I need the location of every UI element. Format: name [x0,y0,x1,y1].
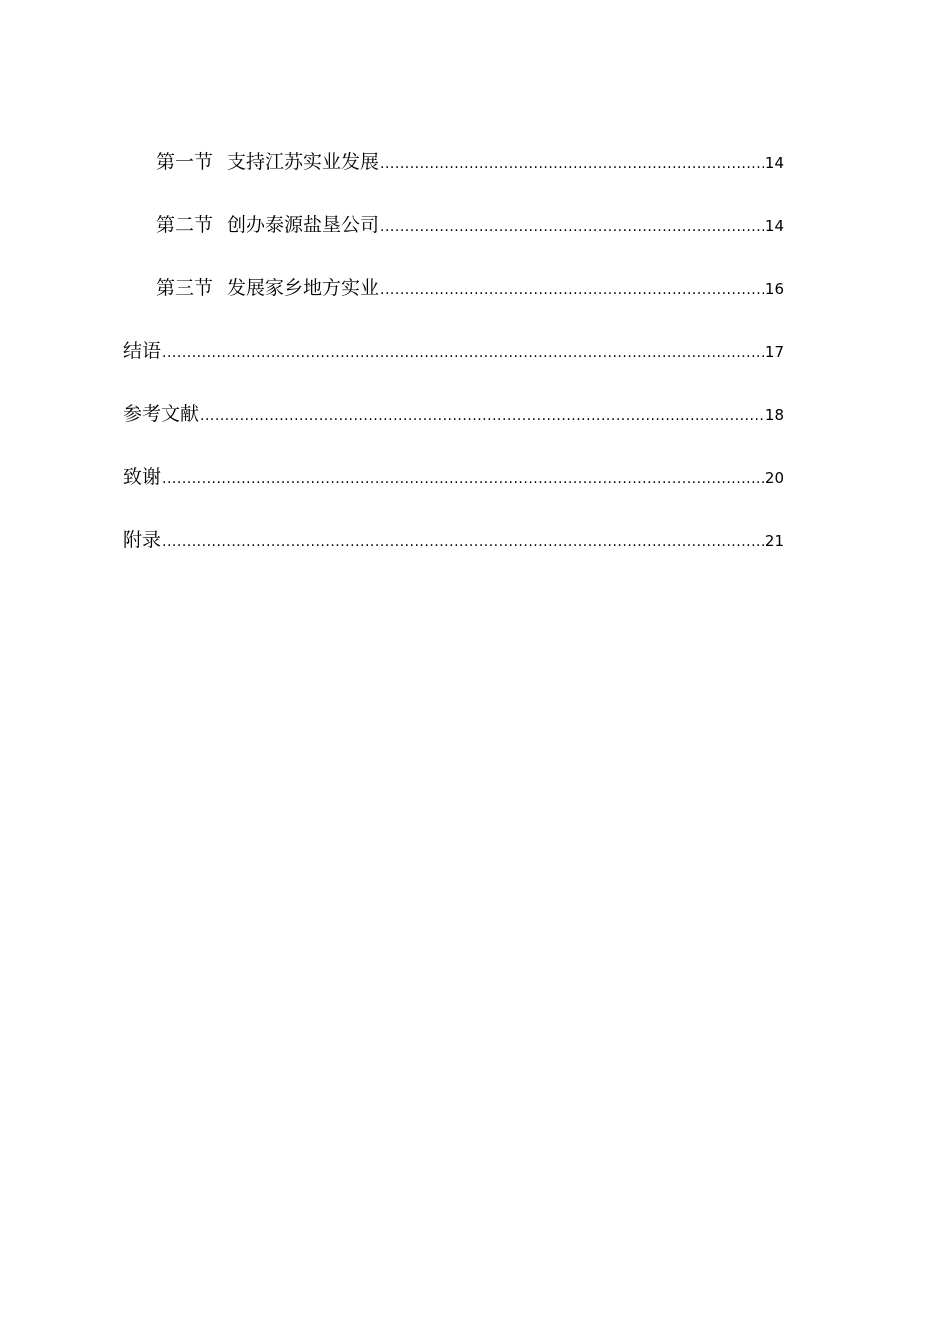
dot-leader [380,269,764,311]
toc-entry-title [156,204,379,246]
toc-page-number: 14 [764,217,784,235]
toc-page-number: 16 [764,280,784,298]
toc-page-number: 20 [764,469,784,487]
toc-entry-references[interactable] [123,393,784,456]
toc-page-number: 17 [764,343,784,361]
toc-entry-title: 参考文献 [123,403,200,425]
toc-entry-title: 结语 [123,340,162,362]
toc-entry-conclusion[interactable] [123,330,784,393]
dot-leader [162,332,764,374]
toc-entry-section-2[interactable] [123,204,784,267]
toc-entry-title [156,267,379,309]
table-of-contents [123,141,784,582]
toc-entry-title: 致谢 [123,466,162,488]
toc-entry-section-3[interactable] [123,267,784,330]
toc-entry-title [156,141,379,183]
dot-leader [380,206,764,248]
dot-leader [162,458,764,500]
toc-section-number: 第二节 [156,214,214,236]
dot-leader [200,395,764,437]
toc-entry-appendix[interactable] [123,519,784,582]
toc-section-title: 发展家乡地方实业 [227,277,380,299]
toc-entry-section-1[interactable] [123,141,784,204]
toc-page-number: 18 [764,406,784,424]
toc-entry-title: 附录 [123,529,162,551]
toc-page-number: 14 [764,154,784,172]
toc-page-number: 21 [764,532,784,550]
dot-leader [380,143,764,185]
dot-leader [162,521,764,563]
toc-section-title: 创办泰源盐垦公司 [227,214,380,236]
toc-section-number: 第一节 [156,151,214,173]
toc-section-number: 第三节 [156,277,214,299]
toc-entry-acknowledgements[interactable] [123,456,784,519]
toc-section-title: 支持江苏实业发展 [227,151,380,173]
